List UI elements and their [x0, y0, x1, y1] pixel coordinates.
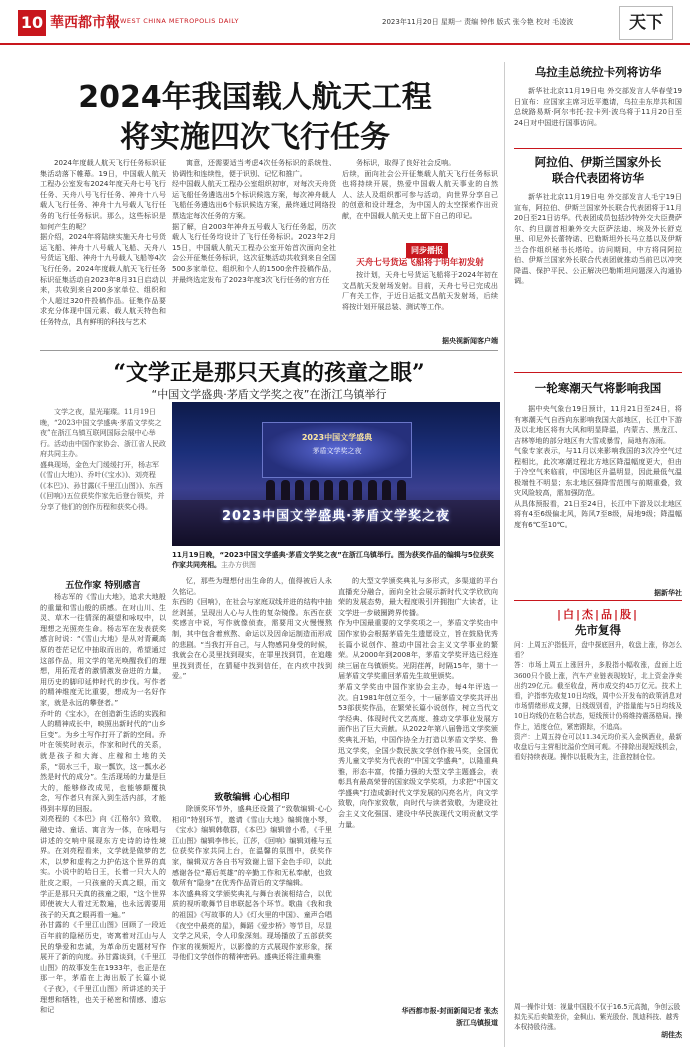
column-header: |白|杰|品|股|: [556, 608, 640, 621]
ceremony-photo: [172, 402, 500, 546]
stage-banner-text: 2023中国文学盛典·茅盾文学奖之夜: [221, 509, 451, 524]
feature-sec2-title: 致敬编辑 心心相印: [214, 793, 290, 803]
header-rule: [0, 43, 690, 45]
column-plan: 周一操作计划：视量中国股不仅于16.5元高抛，争创云股拟先买后卖做差价，金枫山、紫光股份、凯迪科技、越秀本权持股待涨。: [514, 1003, 681, 1031]
screen-title: 2023中国文学盛典: [301, 433, 373, 442]
sidebar-separator: [514, 372, 682, 373]
sidebar-separator: [514, 600, 682, 601]
page-header: [0, 0, 690, 44]
column-text: 问：上周五沪指低开，盘中探底回升，收盘上涨，你怎么看？ 答：市场上周五上涨回升，多股指小幅收涨，盘面上近3600只个股上涨，汽车产业链表现较好，北上资金净卖出约29亿元。截至收盘，两市成交约45万亿元。技术上看，沪指率先收复10日均线，周中公开发布的政策消息对市场情绪形成支撑，日线级别看，沪指量能与5日均线及10日均线仍在粘合状态，短线预计仍将维持震荡格局。操作上，适度仓位，紧密跟踪，不追高。 资产：上周五持仓可以11.34元均价买入金枫酒业，最新收盘后与主营相比溢价空间可观。不排除出现短线机会，看好持续表现。操作以低吸为主，注意控制仓位。: [514, 641, 682, 762]
feature-col3-text: 的大型文学颁奖典礼与多形式，多渠道的平台直播充分融合，面向全社会展示新时代文学欣欣向荣的发展态势，最大程度吸引并拥抱广大读者，让文学进一步破圈跨界传播。 作为中国最重要的文学奖项之一，茅盾文学奖由中国作家协会根据茅盾先生遗愿设立，旨在鼓励优秀长篇小说创作、推动中国社会主义文学事业的繁荣。从2000年到2008年，茅盾文学奖评选已经连续三届在乌镇颁奖。光阴荏苒，时隔15年，第十一届茅盾文学奖重回茅盾先生故里颁奖。 茅盾文学奖由中国作家协会主办，每4年评选一次。自1981年创立至今，十一届茅盾文学奖共评出53部获奖作品，在繁荣长篇小说创作，树立当代文学经典、体现时代文艺高度、推动文学事业发展方面作出了巨大贡献。从2022年第八届鲁迅文学奖颁奖典礼开始，中国作协全力打造以茅盾文学奖、鲁迅文学奖，全国少数民族文学创作骏马奖，全国优秀儿童文学奖为代表的“中国文学盛典”，以隆重典雅，形态丰富，传播力强的大型文学主题盛会，表彰具有最高荣誉的国家级文学奖项，力求把“中国文学盛典”打造成新时代文学发展的闪亮名片，向文学致敬，向作家致敬，向时代与读者致敬，为建设社会主义文化强国、建设中华民族现代文明贡献文学力量。: [338, 576, 498, 829]
feature-credit-1: 华西都市报-封面新闻记者 张杰: [401, 1007, 498, 1015]
feature-sec1-text: 杨志军的《雪山大地》，追求大地般的重量和雪山般的质感。在对山川、生灵、草木一往情深的凝望和咏叹中，以理想之光照亮生命。杨志军在发表获奖感言时说：“《雪山大地》是从对青藏高原的苍茫记忆中抽取而出的，希望通过这部作品，用文学的笔光唤醒我们的理想，用拓荒者的激情激发奋进的力量，用历史的脚印延伸时代的步伐。写作者的精神维度无比重要，想成为一名好作家，就是永远的攀登者。” 乔叶的《宝水》，在创造新生活的实践和人的精神成长中，映照出新时代的“山乡巨变”。为乡土写作打开了新的空间。乔叶在领奖时表示，作家和时代的关系，就是孩子和大海、庄稼和土地的关系，“弱水三千，取一瓢饮，这一瓢水必然是时代的成分”。生活现场的力量是巨大的，能够修改成见，也能够颠覆执念，写作者只有深入到生活内部，才能得到丰厚的回报。 刘亮程的《本巴》向《江格尔》致敬，融史诗、童话、寓言为一体，在咏唱与讲述的交响中展现东方史诗的诗性境界。在刘亮程看来，文学就是做梦的艺术，以梦和虚构之力护佑这个世界的真实。小说中的哈日王，长着一只大人的肚皮之眼，一只孩童的天真之眼，而文学正是那只天真的孩童之眼，“这个世界即使被大人看过无数遍，也永远需要用孩子的天真之眼再看一遍。” 孙甘露的《千里江山图》回顾了一段近百年前的隐秘历史，寄寓着对江山与人民的挚爱和忠诚，为革命历史题材写作展开了新的向度。孙甘露谈到，《千里江山图》的故事发生在1933年，也正是在那一年，茅盾在上海出版了长篇小说《子夜》，《千里江山图》所讲述的关于理想和牺牲，也关于秘密和情感、遗忘和记: [40, 592, 166, 1015]
sidebar-a3-title: 一轮寒潮天气将影响我国: [534, 381, 662, 395]
lead-sub-title: 天舟七号货运飞船将于明年初发射: [356, 258, 484, 268]
sidebar-a2-title-1: 阿拉伯、伊斯兰国家外长: [534, 155, 662, 169]
header-meta: 2023年11月20日 星期一 责编 钟伟 版式 张今艳 校对 毛凌波: [382, 18, 574, 26]
lead-col2: 寓意，还需要适当考虑4次任务标识的系统性、协调性和连续性，便于识别、记忆和推广。 经中国载人航天工程办公室组织初审，对每次天舟货运飞船任务遴选出5个标识候选方案，每次神舟载人飞船任务遴选出6个标识候选方案，最终通过网络投票选定每次任务的方案。 据了解，自2003年神舟五号载人飞行任务起，历次载人飞行任务均设计了飞行任务标识。2023年2月15日，中国载人航天工程办公室开始首次面向全社会公开征集任务标识，这次征集活动共收到来自全国500多家单位、组织和个人的1500余件投稿作品，并最终选定发布了2023年度3次飞行任务的官方任: [172, 158, 336, 284]
sidebar-a2-title-2: 联合代表团将访华: [552, 171, 644, 185]
sidebar-a1-text: 新华社北京11月19日电 外交部发言人华春莹19日宣布：应国家主席习近平邀请，乌拉圭东岸共和国总统路易斯·阿尔韦托·拉卡列·波乌将于11月20日至24日对中国进行国事访问。: [514, 86, 682, 127]
masthead: 華西都市報: [50, 15, 120, 31]
lead-title-line1: 2024年我国载人航天工程: [78, 80, 432, 115]
sidebar-separator: [514, 148, 682, 149]
photo-credit: 主办方供图: [221, 561, 256, 569]
lead-credit: 据央视新闻客户端: [442, 337, 498, 345]
section-label: 天下: [619, 6, 673, 40]
feature-intro: 文学之夜，星光璀璨。11月19日晚，“2023中国文学盛典·茅盾文学奖之夜”在浙江乌镇互联网国际会展中心举行。活动由中国作家协会、浙江省人民政府共同主办。 盛典现场，金色大门缓缓打开，杨志军(《雪山大地》)、乔叶(《宝水》)、刘亮程(《本巴》)、孙甘露(《千里江山图》)、东西(《回响》)五位获奖作家先后登台领奖，并分享了他们的创作历程和获奖心得。: [40, 408, 166, 511]
photo-caption: 11月19日晚，“2023中国文学盛典·茅盾文学奖之夜”在浙江乌镇举行。图为获奖作品的编辑与5位获奖作家共同亮相。主办方供图: [172, 551, 494, 569]
column-title: 先市复得: [575, 623, 621, 637]
page-number: 10: [18, 10, 46, 36]
divider: [40, 350, 498, 351]
screen-subtitle: 茅盾文学奖之夜: [312, 447, 362, 455]
feature-credit-2: 浙江乌镇报道: [456, 1019, 498, 1027]
sync-broadcast-label: 同步播报: [406, 238, 448, 258]
masthead-english: WEST CHINA METROPOLIS DAILY: [120, 17, 239, 25]
feature-title: “文学正是那只天真的孩童之眼”: [113, 360, 425, 386]
sidebar-a2-text: 新华社北京11月19日电 外交部发言人毛宁19日宣布，阿拉伯、伊斯兰国家外长联合代表团将于11月20日至21日访华。代表团成员包括沙特外交大臣费萨尔、约旦副首相兼外交大臣萨法迪、埃及外长舒克里、印尼外长蕾特诺、巴勒斯坦外长马立基以及伊斯兰合作组织秘书长塔哈。访问期间，中方将同阿拉伯、伊斯兰国家外长联合代表团就推动当前巴以冲突降温、保护平民、公正解决巴勒斯坦问题深入沟通协调。: [514, 192, 682, 285]
sidebar-a1-title: 乌拉圭总统拉卡列将访华: [534, 65, 662, 79]
column-divider: [504, 62, 505, 1047]
stage-people: [266, 478, 406, 502]
sidebar-a3-credit: 据新华社: [654, 589, 682, 597]
column-author: 胡佳杰: [661, 1031, 682, 1039]
feature-col2-text: 忆，那些为理想付出生命的人，值得被后人永久铭记。 东西的《回响》，在社会与家庭双线并进的结构中抽丝剥茧，呈现出人心与人性的复杂镜像。东西在获奖感言中说，写作就像侦查，需要用文火慢慢熬制，其中包含着煎熬、命运以及因命运制造而形成的悲剧。“当我打开自己，与人物感同身受的时候，我就会在心灵里找到现实，在罪里找到罚，在追趣里找到责任，在猜疑中找到信任，在内疚中找到爱。”: [172, 576, 332, 681]
lead-col1: 2024年度载人航天飞行任务标识征集活动落下帷幕。19日，中国载人航天工程办公室发布2024年度天舟七号飞行任务、天舟八号飞行任务、神舟十八号载人飞行任务、神舟十九号载人飞行任务的飞行任务标识。那么，这些标识是如何产生的呢？ 据介绍，2024年将陆续实施天舟七号货运飞船、神舟十八号载人飞船、天舟八号货运飞船、神舟十九号载人飞船等4次飞行任务。2024年度载人航天飞行任务标识征集活动自2023年8月31日启动以来，共收到来自200多家单位、组织和个人超过320件投稿作品。征集作品要求充分体现中国元素、载人航天特色和任务特点，具有鲜明的科技与艺术: [40, 158, 166, 326]
feature-sec1-title: 五位作家 特别感言: [65, 581, 141, 591]
sidebar-a3-text: 据中央气象台19日预计，11月21日至24日，将有寒潮天气自西向东影响我国大部地区，长江中下游及以北地区将有大风和明显降温，内蒙古、黑龙江、吉林等地的部分地区有大雪或暴雪，局地有冻雨。 气象专家表示，与11月以来影响我国的3次冷空气过程相比，此次寒潮过程北方地区降温幅度更大，但由于冷空气来临前，中国地区升温明显，因此最低气温极端性不明显；东北地区强降雪范围与前期重叠，致灾风险较高，需加强防范。 从具体预报看，21日至24日，长江中下游及以北地区将有4至6级偏北风，阵风7至8级，局地9级；降温幅度有6℃至10℃。: [514, 404, 682, 529]
feature-subtitle: “中国文学盛典·茅盾文学奖之夜”在浙江乌镇举行: [151, 388, 387, 401]
lead-title-line2: 将实施四次飞行任务: [120, 120, 390, 155]
lead-col3: 务标识，取得了良好社会反响。 后续，面向社会公开征集载人航天飞行任务标识也将持续开展，热爱中国载人航天事业的自然人、法人及组织都可参与活动，向世界分享自己的创意和设计理念，为中国人的太空探索作出贡献，在中国载人航天史上留下自己的印记。: [342, 158, 498, 220]
lead-sub-text: 按计划，天舟七号货运飞船将于2024年初在文昌航天发射场发射。目前，天舟七号已完成出厂有关工作，于近日运抵文昌航天发射场，后续将按计划开展总装、测试等工作。: [342, 270, 498, 311]
feature-sec2-text: 除颁奖环节外，盛典还设置了“致敬编辑·心心相印”特别环节，邀请《雪山大地》编辑施小琴，《宝水》编辑韩敬群，《本巴》编辑曾小希，《千里江山图》编辑李伟长，江莎，《回响》编辑刘稚与五位获奖作家共同上台，在温馨的氛围中，获奖作家，编辑双方各自书写致谢上留下金色手印，以此感谢各位“幕后英雄”的辛勤工作和无私奉献，也致敬所有“隐身”在优秀作品背后的文学编辑。 本次盛典将文学颁奖典礼与舞台表演相结合，以优质的视听歌舞节目串联起各个环节。歌曲《我和我的祖国》《写故事的人》《灯火里的中国》、童声合唱《夜空中最亮的星》，舞蹈《爱步桥》等节目，尽显文学之风采，令人印象深刻。现场播放了五部获奖作家的视频短片，以影像的方式展现作家形象，探寻他们文学创作的精神密码。盛典还将注重典雅: [172, 804, 332, 962]
